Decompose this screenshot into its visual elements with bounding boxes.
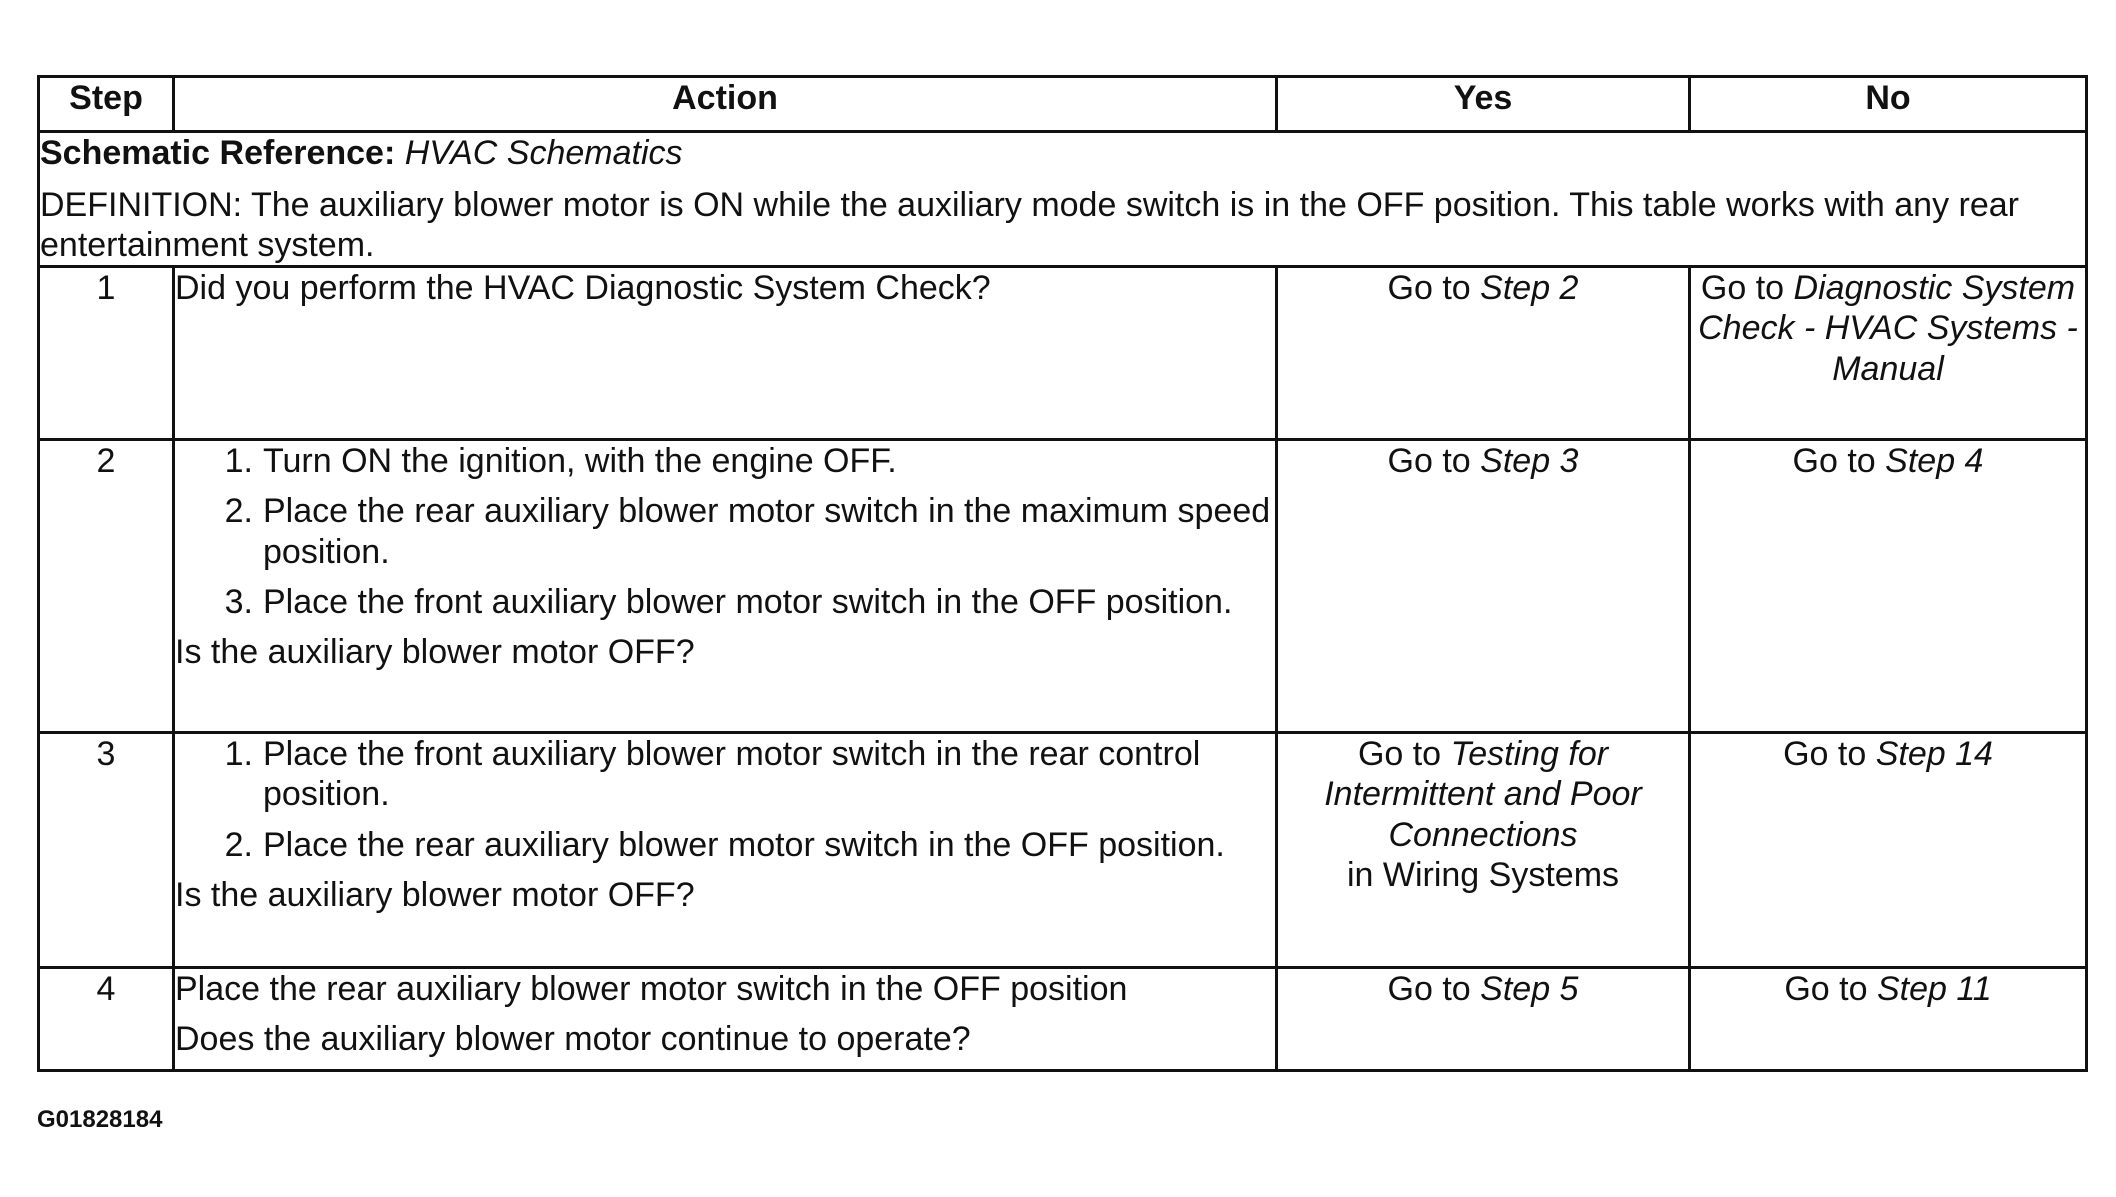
no-cell [1690,440,2087,733]
step-question: Is the auxiliary blower motor OFF? [175,632,695,671]
diagnostic-table [37,75,2088,1072]
header-row [39,77,2087,132]
table-row [39,440,2087,733]
yes-link[interactable]: Step 2 [1480,269,1579,308]
action-list [175,734,1275,864]
no-link[interactable]: Step 4 [1885,442,1984,481]
step-number: 1 [39,267,174,440]
no-link[interactable]: Step 11 [1876,970,1992,1009]
yes-cell [1277,440,1690,733]
item-text: Turn ON the ignition, with the engine OFF. [263,442,897,481]
action-cell [174,440,1277,733]
schematic-reference [40,133,2085,173]
table-row [39,733,2087,968]
no-prefix: Go to [1700,269,1785,308]
yes-prefix: Go to [1387,442,1471,481]
item-text: Place the front auxiliary blower motor switch in the OFF position. [263,582,1233,621]
yes-cell [1277,968,1690,1071]
item-text: Place the rear auxiliary blower motor switch in the OFF position. [263,825,1225,864]
no-link[interactable]: Step 14 [1875,735,1993,774]
yes-link[interactable]: Step 3 [1480,442,1579,481]
item-number: 3. [224,582,253,621]
header-step: Step [39,77,174,132]
yes-prefix: Go to [1387,269,1471,308]
list-item [175,734,1275,814]
header-action: Action [174,77,1277,132]
yes-prefix: Go to [1357,735,1442,774]
no-cell [1690,733,2087,968]
item-number: 2. [224,492,253,531]
definition-text: DEFINITION: The auxiliary blower motor is ON while the auxiliary mode switch is in the OFF position. This table works with any rear entertainment system. [40,186,2019,265]
figure-id: G01828184 [37,1106,163,1133]
item-number: 2. [224,825,253,864]
yes-suffix: in Wiring Systems [1346,855,1620,894]
schematic-reference-link[interactable]: HVAC Schematics [404,134,683,172]
yes-link[interactable]: Testing for Intermittent and Poor Connections [1324,735,1642,854]
step-question: Is the auxiliary blower motor OFF? [175,875,695,914]
step-question: Did you perform the HVAC Diagnostic System Check? [175,269,991,308]
item-number: 1. [224,735,253,774]
schematic-reference-label: Schematic Reference: [40,134,396,172]
list-item [175,825,1275,865]
no-prefix: Go to [1784,970,1868,1009]
header-yes: Yes [1277,77,1690,132]
list-item [175,582,1275,622]
action-cell [174,968,1277,1071]
action-list [175,441,1275,621]
no-cell [1690,267,2087,440]
reference-row [39,132,2087,267]
table-row [39,968,2087,1071]
action-cell [174,733,1277,968]
step-question: Does the auxiliary blower motor continue to operate? [175,1020,971,1059]
step-number: 2 [39,440,174,733]
item-text: Place the front auxiliary blower motor switch in the rear control position. [263,735,1201,814]
yes-prefix: Go to [1387,970,1471,1009]
yes-cell [1277,267,1690,440]
item-text: Place the rear auxiliary blower motor switch in the maximum speed position. [263,492,1271,571]
step-number: 3 [39,733,174,968]
step-number: 4 [39,968,174,1071]
no-prefix: Go to [1792,442,1876,481]
list-item [175,491,1275,571]
action-cell [174,267,1277,440]
item-number: 1. [224,442,253,481]
header-no: No [1690,77,2087,132]
no-link[interactable]: Diagnostic System Check - HVAC Systems - Manual [1698,269,2078,388]
no-cell [1690,968,2087,1071]
step-instruction: Place the rear auxiliary blower motor switch in the OFF position [175,970,1128,1009]
yes-link[interactable]: Step 5 [1480,970,1579,1009]
list-item [175,441,1275,481]
reference-cell [39,132,2087,267]
table-row [39,267,2087,440]
yes-cell [1277,733,1690,968]
no-prefix: Go to [1783,735,1867,774]
